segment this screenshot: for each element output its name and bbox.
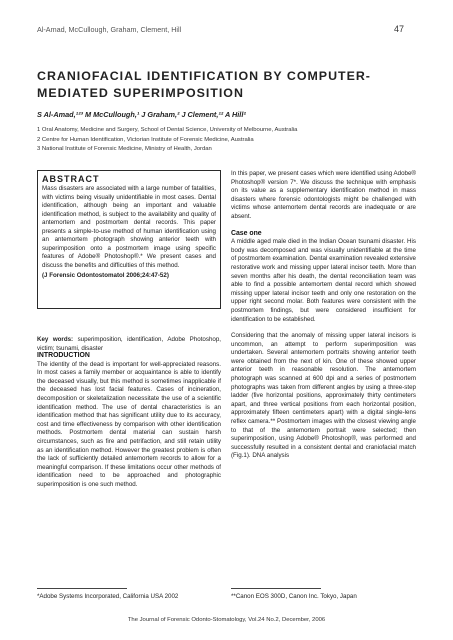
introduction-text: The identity of the dead is important for well-appreciated reasons. In most cases a family member or acquaintance is able to identify the deceased visually, but this method is sometimes inapplicable if the deceased has lost facial features. Cases of incineration, decomposition or skeletalization necessitate the use of a scientific identification method. The use of dental characteristics is an identification method that has significant utility due to its accuracy, cost and time effectiveness by comparison with other identification methods. Postmortem dental material can sustain harsh circumstances, such as fire and petrifaction, and still retain utility as an identification method. However the greatest problem is often the lack of sufficiently detailed antemortem records to allow for a meaningful comparison. If these limitations occur other methods of identification need to be approached and photographic superimposition is one such method. (37, 360, 221, 488)
abstract-citation: (J Forensic Odontostomatol 2006;24:47-52) (42, 272, 169, 279)
footnote-left: *Adobe Systems Incorporated, California USA 2002 (37, 593, 179, 600)
footnote-rule-left (37, 588, 127, 589)
abstract-box (37, 170, 221, 309)
case-one-paragraph-1: A middle aged male died in the Indian Ocean tsunami disaster. His body was decomposed and was visually unidentifiable at the time of postmortem examination. Dental examination revealed extensive restorative work and missing upper lateral incisor teeth. More than seven months after his death, the dental reconciliation team was able to find a possible antemortem dental record which showed missing upper lateral incisor teeth and only one restoration on the upper right second molar. Both features were consistent with the postmortem findings, but were considered insufficient for identification to be established. (231, 238, 416, 323)
title-line-2: MEDIATED SUPERIMPOSITION (37, 86, 244, 100)
article-title (37, 68, 417, 102)
page-number: 47 (393, 24, 404, 34)
case-one-paragraph-2: Considering that the anomaly of missing upper lateral incisors is uncommon, an attempt to perform superimposition was undertaken. Several antemortem portraits showing anterior teeth were obtained from the next of kin. One of these showed upper anterior teeth in reasonable resolution. The antemortem photograph was scanned at 600 dpi and a series of postmortem photographs was taken from different angles by using a three-step ladder (five horizontal positions, approximately thirty centimeters apart, and three vertical positions from each horizontal position, approximately fifteen centimeters apart) with a digital single-lens reflex camera.** Postmortem images with the closest viewing angle to that of the antemortem portrait were selected; then superimposition, using Adobe® Photoshop®, was performed and successfully resulted in a consistent dental and craniofacial match (Fig.1). DNA analysis (231, 332, 416, 460)
keywords-label: Key words: (37, 336, 74, 343)
affiliation-3: 3 National Institute of Forensic Medicine, Ministry of Health, Jordan (37, 146, 212, 153)
title-line-1: CRANIOFACIAL IDENTIFICATION BY COMPUTER- (37, 69, 371, 83)
abstract-text: Mass disasters are associated with a large number of fatalities, with victims being visually unidentifiable in most cases. Dental identification, although being an important and valuable identification method, is subject to the availability and quality of antemortem and postmortem dental records. This paper presents a simple-to-use method of human identification using an antemortem photograph showing anterior teeth with superimposition onto a postmortem image using specific features of Adobe® Photoshop®.* We present cases and discuss the benefits and difficulties of this method. (42, 185, 216, 269)
footnote-rule-right (231, 588, 321, 589)
keywords (37, 336, 221, 353)
running-head: Al-Amad, McCullough, Graham, Clement, Hill (37, 25, 182, 34)
affiliations (37, 126, 297, 155)
affiliation-1: 1 Oral Anatomy, Medicine and Surgery, School of Dental Science, University of Melbourne, Australia (37, 127, 298, 133)
abstract-heading: ABSTRACT (42, 174, 100, 184)
right-column (231, 170, 416, 461)
footnote-right: **Canon EOS 300D, Canon Inc. Tokyo, Japan (231, 593, 357, 600)
keywords-text: superimposition, identification, Adobe Photoshop, victim; tsunami, disaster (37, 336, 221, 352)
affiliation-2: 2 Centre for Human Identification, Victorian Institute of Forensic Medicine, Australia (37, 136, 254, 143)
introduction-heading: INTRODUCTION (37, 352, 90, 359)
introduction-section (37, 352, 221, 490)
journal-footer: The Journal of Forensic Odonto-Stomatology, Vol.24 No.2, December, 2006 (127, 617, 326, 623)
intro-paragraph: In this paper, we present cases which were identified using Adobe® Photoshop® version 7*. We discuss the technique with emphasis on its value as a supplementary identification method in mass disasters where forensic odontologists might be challenged with victims whose antemortem dental records are inadequate or are absent. (231, 170, 416, 220)
case-one-heading: Case one (231, 229, 262, 237)
author-list: S Al-Amad,¹²³ M McCullough,¹ J Graham,² J Clement,¹² A Hill² (37, 110, 246, 119)
